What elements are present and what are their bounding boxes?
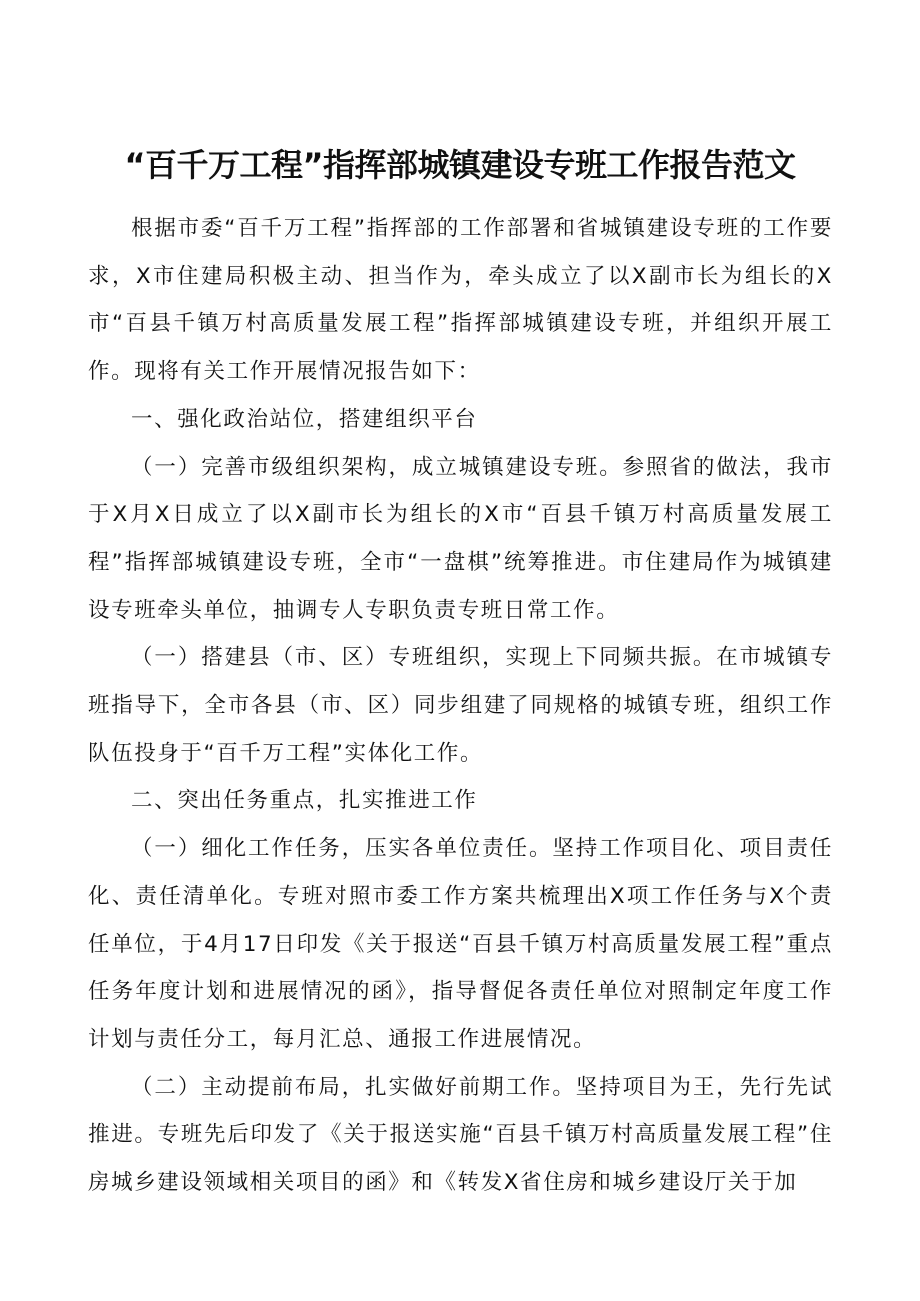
section-heading-2: 二、突出任务重点，扎实推进工作 <box>131 788 478 814</box>
paragraph-1-2: （一）搭建县（市、区）专班组织，实现上下同频共振。在市城镇专班指导下，全市各县（市、区）同步组建了同规格的城镇专班，组织工作队伍投身于“百千万工程”实体化工作。 <box>88 645 833 766</box>
document-body <box>88 205 833 1207</box>
paragraph-2-1: （一）细化工作任务，压实各单位责任。坚持工作项目化、项目责任化、责任清单化。专班对照市委工作方案共梳理出X项工作任务与X个责任单位，于4月17日印发《关于报送“百县千镇万村高质量发展工程”重点任务年度计划和进展情况的函》，指导督促各责任单位对照制定年度工作计划与责任分工，每月汇总、通报工作进展情况。 <box>88 836 833 1052</box>
document-title: “百千万工程”指挥部城镇建设专班工作报告范文 <box>124 146 796 184</box>
paragraph-1-1: （一）完善市级组织架构，成立城镇建设专班。参照省的做法，我市于X月X日成立了以X副市长为组长的X市“百县千镇万村高质量发展工程”指挥部城镇建设专班，全市“一盘棋”统筹推进。市住建局作为城镇建设专班牵头单位，抽调专人专职负责专班日常工作。 <box>88 454 833 623</box>
paragraph-2-2: （二）主动提前布局，扎实做好前期工作。坚持项目为王，先行先试推进。专班先后印发了《关于报送实施“百县千镇万村高质量发展工程”住房城乡建设领域相关项目的函》和《转发X省住房和城乡建设厅关于加 <box>88 1074 833 1196</box>
intro-paragraph: 根据市委“百千万工程”指挥部的工作部署和省城镇建设专班的工作要求，X市住建局积极主动、担当作为，牵头成立了以X副市长为组长的X市“百县千镇万村高质量发展工程”指挥部城镇建设专班，并组织开展工作。现将有关工作开展情况报告如下： <box>88 216 833 385</box>
section-heading-1: 一、强化政治站位，搭建组织平台 <box>131 406 478 432</box>
